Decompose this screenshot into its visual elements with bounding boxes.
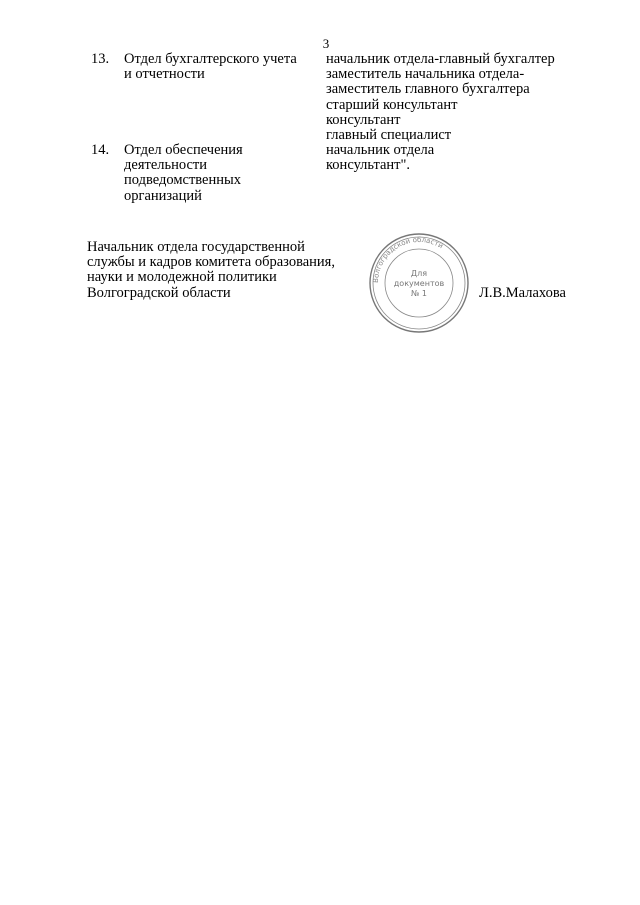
signature-title-line: службы и кадров комитета образования, — [87, 254, 335, 271]
department-name — [124, 52, 314, 82]
signature-title — [87, 240, 377, 301]
row-number: 14. — [91, 142, 110, 158]
department-line: организаций — [124, 187, 202, 204]
department-name — [124, 143, 314, 204]
department-line: подведомственных — [124, 172, 241, 189]
stamp-center-line: Для — [410, 269, 428, 278]
signature-title-line: Начальник отдела государственной — [87, 239, 305, 255]
department-line: и отчетности — [124, 66, 205, 83]
position-line: старший консультант — [326, 96, 458, 113]
stamp-center-line: № 1 — [411, 289, 427, 298]
signer-name: Л.В.Малахова — [479, 285, 566, 301]
position-line: начальник отдела — [326, 142, 435, 158]
row-number: 13. — [91, 51, 110, 67]
position-line: консультант". — [326, 157, 411, 174]
stamp-center-line: документов — [393, 279, 445, 288]
stamp-ring-text: Волгоградской области — [371, 235, 445, 284]
position-line: начальник отдела-главный бухгалтер — [326, 51, 555, 67]
position-line: консультант — [326, 111, 401, 128]
official-stamp — [368, 232, 470, 334]
signature-title-line: Волгоградской области — [87, 284, 231, 301]
signature-title-line: науки и молодежной политики — [87, 269, 277, 286]
position-list — [326, 143, 626, 173]
department-line: Отдел обеспечения — [124, 142, 243, 158]
department-line: деятельности — [124, 157, 208, 174]
position-line: заместитель начальника отдела- — [326, 66, 525, 83]
department-line: Отдел бухгалтерского учета — [124, 51, 297, 67]
page-number: 3 — [322, 36, 330, 51]
position-line: заместитель главного бухгалтера — [326, 81, 530, 98]
position-list — [326, 52, 626, 143]
position-line: главный специалист — [326, 127, 452, 144]
